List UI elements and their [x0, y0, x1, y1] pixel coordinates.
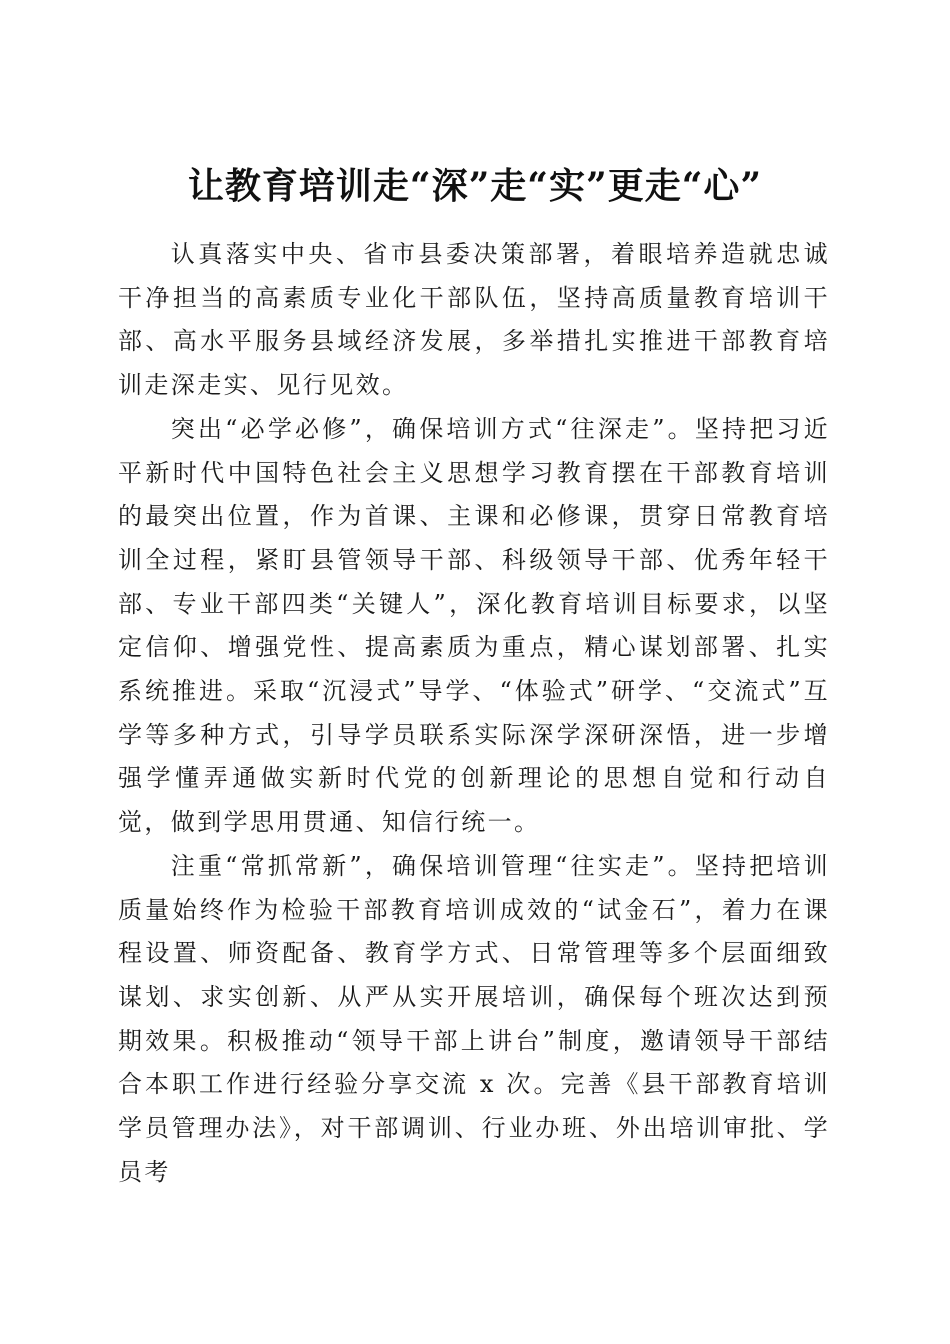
document-body	[118, 233, 830, 1194]
document-title: 让教育培训走“深”走“实”更走“心”	[187, 165, 763, 208]
paragraph-training-management: 注重“常抓常新”，确保培训管理“往实走”。坚持把培训质量始终作为检验干部教育培训成效的“试金石”，着力在课程设置、师资配备、教育学方式、日常管理等多个层面细致谋划、求实创新、从严从实开展培训，确保每个班次达到预期效果。积极推动“领导干部上讲台”制度，邀请领导干部结合本职工作进行经验分享交流 x 次。完善《县干部教育培训学员管理办法》，对干部调训、行业办班、外出培训审批、学员考	[118, 851, 830, 1186]
paragraph-training-method: 突出“必学必修”，确保培训方式“往深走”。坚持把习近平新时代中国特色社会主义思想学习教育摆在干部教育培训的最突出位置，作为首课、主课和必修课，贯穿日常教育培训全过程，紧盯县管领导干部、科级领导干部、优秀年轻干部、专业干部四类“关键人”，深化教育培训目标要求，以坚定信仰、增强党性、提高素质为重点，精心谋划部署、扎实系统推进。采取“沉浸式”导学、“体验式”研学、“交流式”互学等多种方式，引导学员联系实际深学深研深悟，进一步增强学懂弄通做实新时代党的创新理论的思想自觉和行动自觉，做到学思用贯通、知信行统一。	[118, 414, 830, 837]
paragraph-intro: 认真落实中央、省市县委决策部署，着眼培养造就忠诚干净担当的高素质专业化干部队伍，坚持高质量教育培训干部、高水平服务县域经济发展，多举措扎实推进干部教育培训走深走实、见行见效。	[118, 240, 830, 400]
